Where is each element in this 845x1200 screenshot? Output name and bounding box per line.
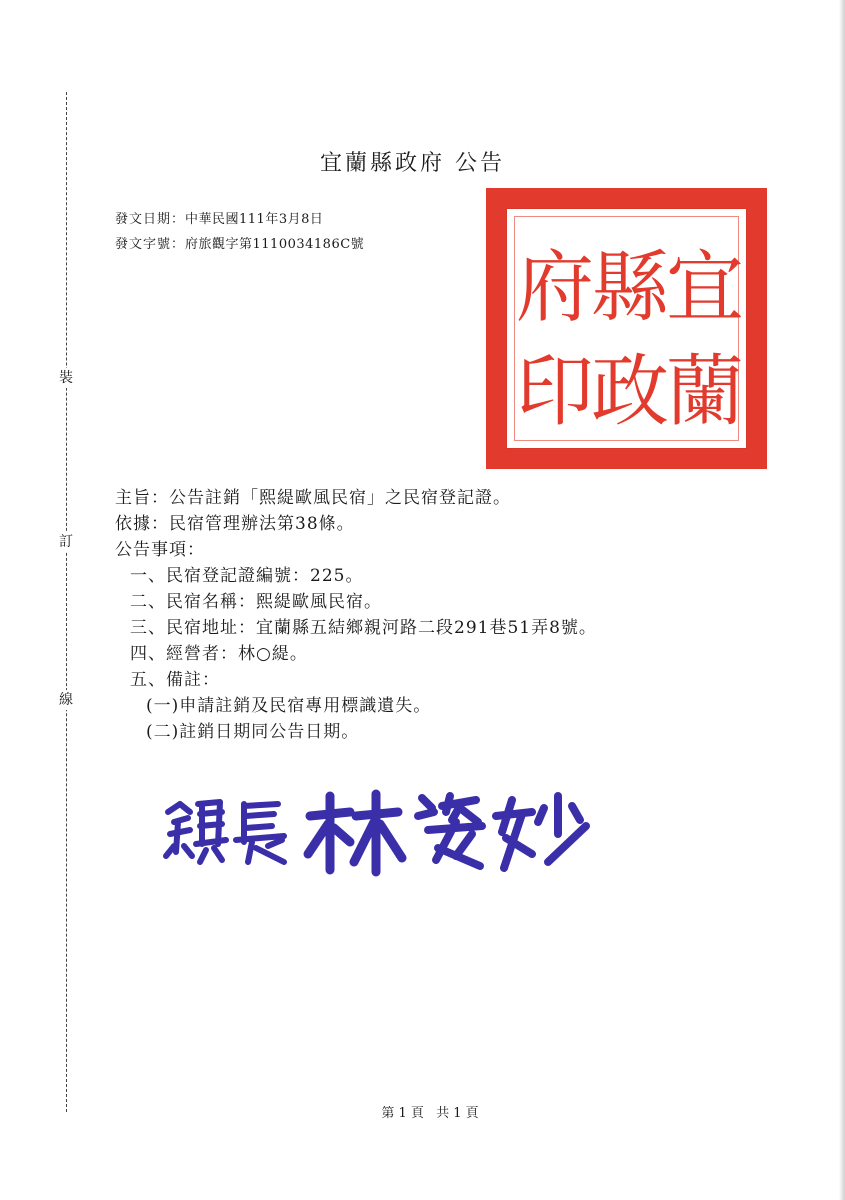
issue-date bbox=[115, 208, 323, 227]
binding-mark-bind: 裝 bbox=[54, 368, 78, 388]
document-title: 宜蘭縣政府 公告 bbox=[320, 151, 505, 176]
issue-date-label: 發文日期： bbox=[115, 212, 186, 227]
sub-list-item: (二)註銷日期同公告日期。 bbox=[146, 722, 360, 742]
page-edge-shadow bbox=[839, 0, 845, 1200]
seal-char: 宜 bbox=[666, 243, 745, 333]
list-item: 二、民宿名稱：熙緹歐風民宿。 bbox=[130, 592, 382, 612]
seal-char: 蘭 bbox=[666, 347, 745, 437]
list-item: 一、民宿登記證編號：225。 bbox=[130, 566, 364, 586]
page-footer bbox=[330, 1102, 530, 1121]
document-number-value: 府旅觀字第1110034186C號 bbox=[185, 237, 365, 252]
binding-mark-staple: 訂 bbox=[54, 532, 78, 552]
seal-char: 印 bbox=[516, 347, 595, 437]
subject-line: 主旨：公告註銷「熙緹歐風民宿」之民宿登記證。 bbox=[115, 488, 511, 508]
items-heading: 公告事項： bbox=[115, 540, 205, 560]
binding-mark-line: 線 bbox=[54, 690, 78, 710]
page-number: 第 1 頁 bbox=[381, 1106, 424, 1121]
official-seal bbox=[486, 188, 767, 469]
list-item: 三、民宿地址：宜蘭縣五結鄉親河路二段291巷51弄8號。 bbox=[130, 618, 597, 638]
sub-list-item: (一)申請註銷及民宿專用標識遺失。 bbox=[146, 696, 432, 716]
seal-char: 府 bbox=[516, 243, 595, 333]
page-total: 共 1 頁 bbox=[436, 1106, 479, 1121]
magistrate-signature bbox=[160, 782, 630, 882]
seal-char: 縣 bbox=[591, 243, 670, 333]
issue-date-value: 中華民國111年3月8日 bbox=[185, 212, 324, 227]
basis-line: 依據：民宿管理辦法第38條。 bbox=[115, 514, 355, 534]
document-number-label: 發文字號： bbox=[115, 237, 186, 252]
list-item: 五、備註： bbox=[130, 670, 220, 690]
binding-dashed-line bbox=[66, 92, 67, 1112]
list-item: 四、經營者：林○緹。 bbox=[130, 644, 308, 664]
seal-char: 政 bbox=[591, 347, 670, 437]
document-number bbox=[115, 233, 364, 252]
